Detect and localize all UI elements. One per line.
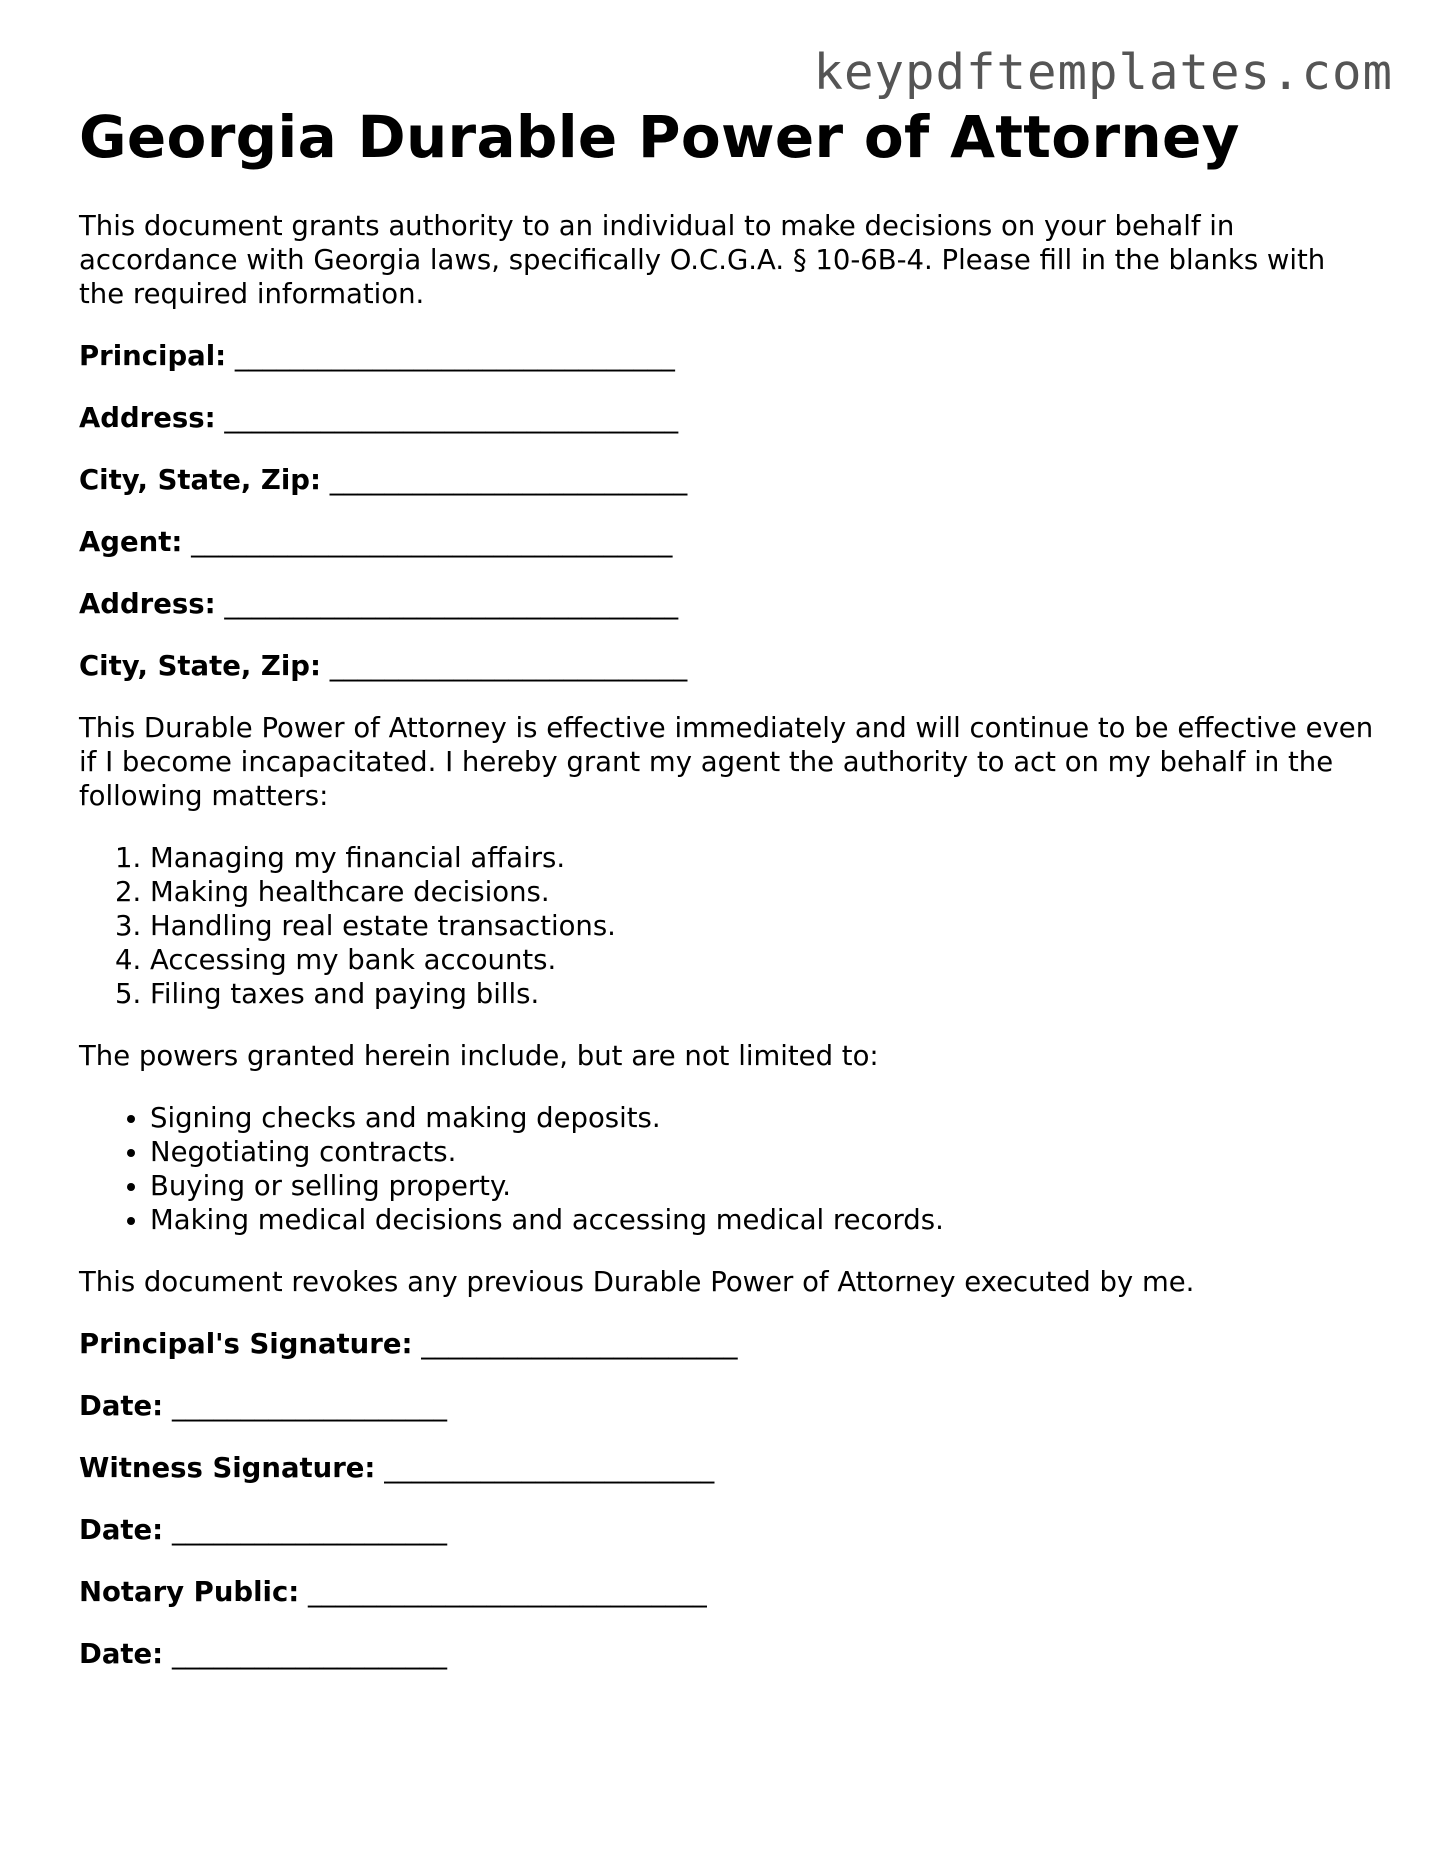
notary-date-field[interactable] — [79, 1637, 1379, 1671]
principal-city-state-zip-label: City, State, Zip: — [79, 464, 321, 496]
notary-public-field[interactable] — [79, 1575, 1379, 1609]
document-title: Georgia Durable Power of Attorney — [79, 103, 1240, 171]
witness-date-label: Date: — [79, 1514, 164, 1546]
agent-city-state-zip-blank[interactable]: __________________________ — [329, 650, 688, 682]
list-item: • Signing checks and making deposits. — [150, 1101, 1379, 1135]
agent-blank[interactable]: ___________________________________ — [191, 526, 673, 558]
list-item: • Buying or selling property. — [150, 1169, 1379, 1203]
notary-public-label: Notary Public: — [79, 1576, 300, 1608]
principal-date-label: Date: — [79, 1390, 164, 1422]
list-item: • Negotiating contracts. — [150, 1135, 1379, 1169]
principal-address-label: Address: — [79, 402, 216, 434]
principal-signature-label: Principal's Signature: — [79, 1328, 413, 1360]
watermark: keypdftemplates.com — [813, 44, 1393, 101]
list-item: 1. Managing my financial affairs. — [150, 841, 1379, 875]
principal-label: Principal: — [79, 340, 227, 372]
principal-address-field[interactable] — [79, 401, 1379, 435]
notary-date-blank[interactable]: ____________________ — [171, 1638, 447, 1670]
powers-intro-paragraph: The powers granted herein include, but are not limited to: — [79, 1040, 879, 1072]
principal-address-blank[interactable]: _________________________________ — [224, 402, 679, 434]
principal-signature-field[interactable] — [79, 1327, 1379, 1361]
agent-city-state-zip-label: City, State, Zip: — [79, 650, 321, 682]
principal-signature-blank[interactable]: _______________________ — [421, 1328, 738, 1360]
principal-date-blank[interactable]: ____________________ — [171, 1390, 447, 1422]
principal-city-state-zip-field[interactable] — [79, 463, 1379, 497]
agent-address-field[interactable] — [79, 587, 1379, 621]
list-item: 3. Handling real estate transactions. — [150, 909, 1379, 943]
witness-signature-field[interactable] — [79, 1451, 1379, 1485]
witness-signature-label: Witness Signature: — [79, 1452, 376, 1484]
agent-address-blank[interactable]: _________________________________ — [224, 588, 679, 620]
witness-date-blank[interactable]: ____________________ — [171, 1514, 447, 1546]
effective-paragraph: This Durable Power of Attorney is effective immediately and will continue to be effective even if I become incapacitated. I hereby grant my agent the authority to act on my behalf in the following matters: — [79, 712, 1374, 812]
agent-label: Agent: — [79, 526, 183, 558]
notary-public-blank[interactable]: _____________________________ — [308, 1576, 707, 1608]
principal-city-state-zip-blank[interactable]: __________________________ — [329, 464, 688, 496]
list-item: 2. Making healthcare decisions. — [150, 875, 1379, 909]
agent-city-state-zip-field[interactable] — [79, 649, 1379, 683]
principal-blank[interactable]: ________________________________ — [234, 340, 675, 372]
witness-date-field[interactable] — [79, 1513, 1379, 1547]
principal-date-field[interactable] — [79, 1389, 1379, 1423]
principal-field[interactable] — [79, 339, 1379, 373]
list-item: 4. Accessing my bank accounts. — [150, 943, 1379, 977]
list-item: 5. Filing taxes and paying bills. — [150, 977, 1379, 1011]
agent-field[interactable] — [79, 525, 1379, 559]
matters-list — [79, 841, 1379, 1011]
document-page — [79, 102, 1379, 1671]
powers-list — [79, 1101, 1379, 1237]
witness-signature-blank[interactable]: ________________________ — [384, 1452, 715, 1484]
notary-date-label: Date: — [79, 1638, 164, 1670]
agent-address-label: Address: — [79, 588, 216, 620]
list-item: • Making medical decisions and accessing medical records. — [150, 1203, 1379, 1237]
intro-paragraph: This document grants authority to an individual to make decisions on your behalf in accordance with Georgia laws, specifically O.C.G.A. § 10-6B-4. Please fill in the blanks with the required information. — [79, 210, 1326, 310]
revocation-paragraph: This document revokes any previous Durable Power of Attorney executed by me. — [79, 1266, 1195, 1298]
